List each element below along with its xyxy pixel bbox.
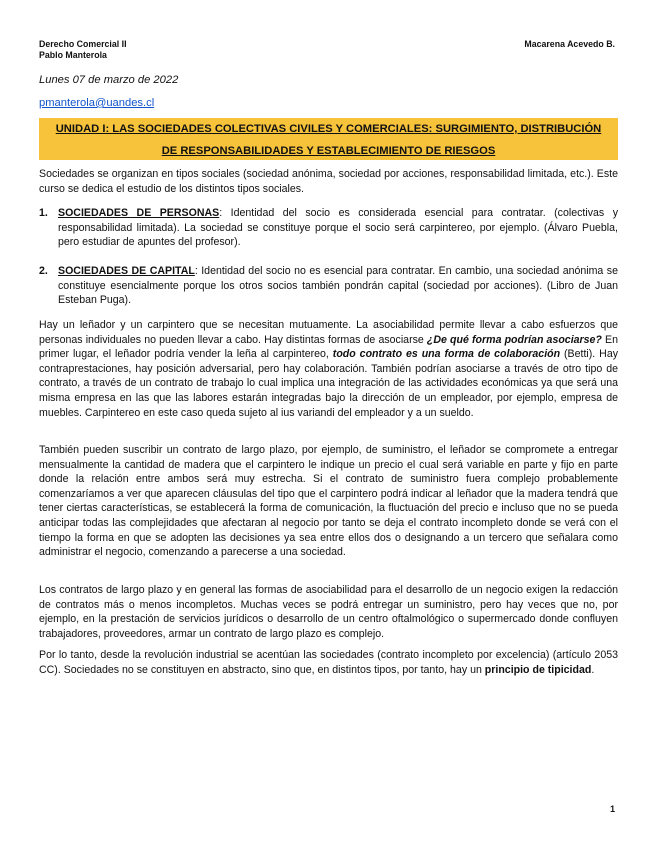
list-item-number: 1. (39, 207, 48, 219)
professor-name: Pablo Manterola (39, 50, 107, 60)
list-item-body (58, 264, 618, 308)
lecture-date: Lunes 07 de marzo de 2022 (39, 74, 179, 86)
paragraph-suministro: También pueden suscribir un contrato de largo plazo, por ejemplo, de suministro, el leñador se compromete a entregar mensualmente la cantidad de madera que el carpintero le indique un precio el cual será variable en parte y fijo en parte donde la relación entre ambos será muy estrecha. Si el contrato de suministro fuera complejo probablemente comenzaríamos a ver que aparecen cláusulas del tipo que el carpintero podrá indicar al leñador que la madera tendrá que tener ciertas características, se establecerá la forma de comunicación, la fluctuación del precio e incluso que no se pueda anticipar todas las complejidades que afectaran al negocio por tanto se deja el contrato incompleto donde se verá con el tiempo la forma en que se adopten las decisiones ya sea entre ellos dos o designando a un tercero que señalara como administrar el negocio, comenzando a parecerse a una sociedad. (39, 444, 618, 559)
unit-title (39, 118, 618, 160)
course-name: Derecho Comercial II (39, 39, 127, 49)
emphasis-collaboration: todo contrato es una forma de colaboración (332, 348, 561, 361)
emphasis-question: ¿De qué forma podrían asociarse? (426, 333, 602, 346)
paragraph-text: Hay un leñador y un carpintero que se necesitan mutuamente. La asociabilidad permite llevar a cabo esfuerzos que personas individuales no pueden llevar a cabo. Hay distintas formas de asociarse (39, 319, 618, 346)
paragraph-contratos-largo-plazo: Los contratos de largo plazo y en general las formas de asociabilidad para el desarrollo de un negocio exigen la redacción de contratos más o menos incompletos. Muchas veces se podrá entregar un suministro, pero hay veces que no, por ejemplo, en la prestación de servicios jurídicos o desarrollo de un centro oftalmológico o supermercado donde confluyen trabajadores, proveedores, armar un contrato de largo plazo es complejo. (39, 584, 618, 640)
list-item-text: : Identidad del socio es considerada esencial para contratar. (colectivas y responsabilidad limitada). La sociedad se constituye porque el socio será carpintereo, por ejemplo. (Álvaro Puebla, pero estudiar de apuntes del profesor). (58, 207, 618, 249)
paragraph-revolucion-industrial (39, 648, 618, 677)
email-link[interactable]: pmanterola@uandes.cl (39, 97, 155, 109)
list-item-body (58, 206, 618, 250)
paragraph-text: En primer lugar, el leñador podría vender la leña al carpintereo, (39, 333, 619, 361)
list-item-term: SOCIEDADES DE PERSONAS (58, 207, 220, 219)
paragraph-text: . (591, 663, 595, 676)
page-number: 1 (610, 804, 615, 814)
list-item-text: : Identidad del socio no es esencial para contratar. En cambio, una sociedad anónima se constituye esencialmente porque los otros socios también pondrán capital (sociedad por acciones). (Libro de Juan Esteban Puga). (58, 265, 618, 307)
paragraph-lenador-carpintero (39, 318, 618, 420)
intro-paragraph: Sociedades se organizan en tipos sociales (sociedad anónima, sociedad por acciones, responsabilidad limitada, etc.). Este curso se dedica el estudio de los distintos tipos sociales. (39, 168, 618, 195)
student-name: Macarena Acevedo B. (524, 39, 615, 49)
header-left (39, 39, 127, 61)
unit-title-line-1: UNIDAD I: LAS SOCIEDADES COLECTIVAS CIVILES Y COMERCIALES: SURGIMIENTO, DISTRIBUCIÓN (55, 123, 602, 135)
paragraph-text: Por lo tanto, desde la revolución industrial se acentúan las sociedades (contrato incompleto por excelencia) (artículo 2053 CC). Sociedades no se constituyen en abstracto, sino que, en distintos tipos, por tanto, hay un (39, 649, 618, 676)
emphasis-tipicidad: principio de tipicidad (484, 663, 592, 676)
list-item-number: 2. (39, 265, 48, 277)
paragraph-text: (Betti). Hay contraprestaciones, hay posición adversarial, pero hay colaboración. También podrían asociarse a través de otro tipo de contrato, a través de un contrato de trabajo lo cual implica una integración de las actividades económicas ya que será una misma empresa en las que las labores estarán integradas bajo la dirección de un empleador, por ejemplo, empresa de muebles. Carpintereo en este caso queda sujeto al ius variandi del empleador y a un sueldo. (39, 348, 619, 419)
unit-title-line-2: DE RESPONSABILIDADES Y ESTABLECIMIENTO DE RIESGOS (161, 145, 496, 157)
list-item-term: SOCIEDADES DE CAPITAL (58, 265, 195, 277)
